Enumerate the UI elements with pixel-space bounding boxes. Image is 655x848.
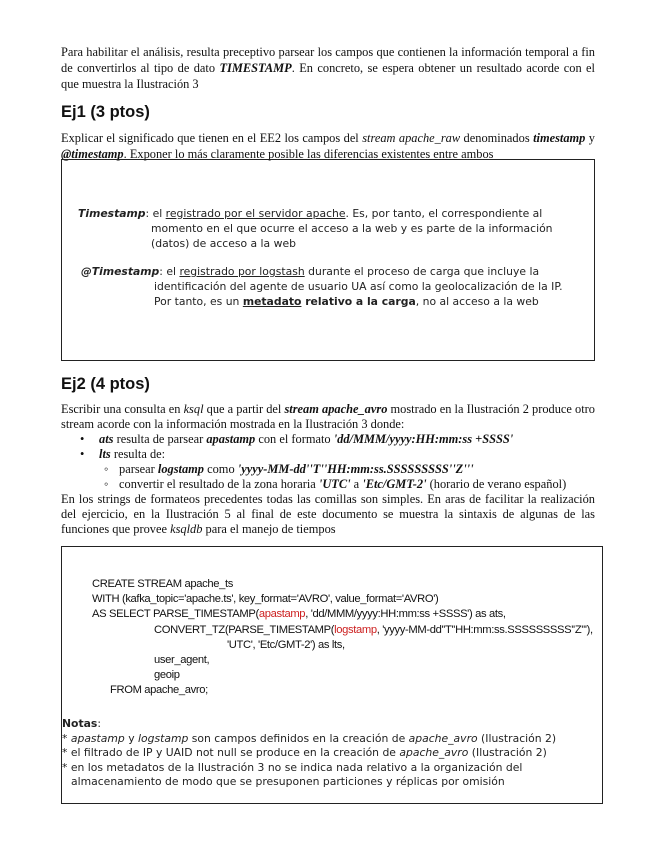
notes-block	[62, 717, 598, 790]
field-apastamp: apastamp	[206, 432, 256, 446]
answer-line	[81, 264, 593, 279]
ej2-q-text: Escribir una consulta en	[61, 402, 184, 416]
code-text: , 'yyyy-MM-dd''T''HH:mm:ss.SSSSSSSSS''Z'''),	[376, 624, 593, 636]
note-text: * el filtrado de IP y UAID not null se produce en la creación de	[62, 746, 400, 760]
list-text: (horario de verano español)	[426, 477, 567, 491]
note-text: (Ilustración 2)	[477, 731, 557, 745]
timezone-gmt2: 'Etc/GMT-2'	[362, 477, 427, 491]
note-item	[62, 732, 598, 747]
code-text: CONVERT_TZ(PARSE_TIMESTAMP(	[154, 624, 335, 636]
note-item	[62, 761, 598, 776]
answer-bold: relativo a la carga	[301, 295, 416, 308]
ej1-heading: Ej1 (3 ptos)	[61, 103, 150, 121]
answer-line	[81, 294, 593, 309]
code-line: WITH (kafka_topic='apache.ts', key_format='AVRO', value_format='AVRO')	[92, 593, 439, 605]
code-line: user_agent,	[154, 654, 210, 666]
list-item	[119, 462, 595, 477]
note-text: * en los metadatos de la Ilustración 3 no se indica nada relativo a la organización del	[62, 760, 523, 774]
list-text: con el formato	[255, 432, 334, 446]
answer-text: . Es, por tanto, el correspondiente al	[345, 207, 543, 220]
ej1-q-field-at-timestamp: @timestamp	[61, 147, 124, 161]
answer-metadato: metadato	[242, 295, 302, 308]
intro-text-end: . En concreto, se espera obtener un resultado acorde con el que muestra la Ilustración 3	[61, 61, 595, 91]
ej2-sub-list	[99, 462, 595, 492]
ej2-heading: Ej2 (4 ptos)	[61, 375, 150, 393]
code-line: geoip	[154, 669, 180, 681]
answer-line	[78, 206, 590, 221]
ej2-section	[61, 374, 595, 537]
answer-line: identificación del agente de usuario UA así como la geolocalización de la IP.	[154, 280, 563, 293]
ej2-question	[61, 402, 595, 432]
field-ats: ats	[99, 432, 114, 446]
code-line: 'UTC', 'Etc/GMT-2') as lts,	[227, 639, 345, 651]
code-highlight-logstamp: logstamp	[334, 624, 377, 636]
answer-at-timestamp	[81, 264, 593, 309]
ej2-q-ksql: ksql	[183, 402, 204, 416]
answer-line: momento en el que ocurre el acceso a la web y es parte de la información	[151, 222, 553, 235]
code-line	[92, 607, 506, 622]
answer-text: : el	[145, 207, 166, 220]
ej1-q-text: Explicar el significado que tienen en el EE2 los campos del	[61, 131, 363, 145]
list-text: resulta de:	[110, 447, 166, 461]
note-item-continued: almacenamiento de modo que se presuponen particiones y réplicas por omisión	[71, 775, 505, 789]
intro-text: Para habilitar el análisis, resulta preceptivo parsear los campos que contienen la información temporal a fin de convertirlos al tipo de dato	[61, 45, 595, 75]
notes-title-text: Notas	[62, 717, 98, 730]
ej2-p-ksqldb: ksqldb	[170, 522, 203, 536]
answer-label: @Timestamp	[81, 265, 160, 278]
list-text: resulta de parsear	[113, 432, 207, 446]
answer-underlined: registrado por el servidor apache	[165, 207, 346, 220]
note-italic: apastamp	[70, 731, 125, 745]
timezone-utc: 'UTC'	[318, 477, 351, 491]
answer-text: durante el proceso de carga que incluye la	[304, 265, 540, 278]
notes-title	[62, 717, 598, 732]
timestamp-type: TIMESTAMP	[219, 61, 292, 75]
list-item	[119, 477, 595, 492]
note-text: son campos definidos en la creación de	[188, 731, 409, 745]
list-text: convertir el resultado de la zona horaria	[119, 477, 319, 491]
answer-underlined: registrado por logstash	[179, 265, 305, 278]
list-item	[99, 447, 595, 492]
code-line	[154, 623, 593, 638]
note-italic: apache_avro	[408, 731, 478, 745]
ej2-q-text: mostrado en la Ilustración 2 produce otro stream acorde con la información mostrada en la Ilustración 3 donde:	[61, 402, 595, 431]
answer-timestamp	[78, 206, 590, 251]
ej2-bullet-list	[61, 432, 595, 492]
list-item	[99, 432, 595, 447]
note-italic: apache_avro	[399, 746, 469, 760]
note-text: *	[62, 731, 71, 745]
note-italic: logstamp	[138, 731, 189, 745]
code-text: , 'dd/MMM/yyyy:HH:mm:ss +SSSS') as ats,	[305, 608, 506, 620]
ej1-q-text: . Exponer lo más claramente posible las diferencias existentes entre ambos	[123, 147, 494, 161]
ej2-answer-box	[61, 546, 603, 804]
intro-paragraph	[61, 44, 595, 92]
note-text: (Ilustración 2)	[468, 746, 547, 760]
answer-label: Timestamp	[78, 207, 146, 220]
answer-text: : el	[159, 265, 180, 278]
ej1-question	[61, 130, 595, 162]
code-highlight-apastamp: apastamp	[258, 608, 306, 620]
answer-text: , no al acceso a la web	[415, 295, 539, 308]
field-logstamp: logstamp	[157, 462, 205, 476]
ej1-q-text: y	[585, 131, 596, 145]
ej2-q-text: que a partir del	[203, 402, 285, 416]
code-text: AS SELECT PARSE_TIMESTAMP(	[92, 608, 259, 620]
field-lts: lts	[99, 447, 111, 461]
note-item	[62, 746, 598, 761]
ej1-q-field-timestamp: timestamp	[533, 131, 586, 145]
code-line: FROM apache_avro;	[110, 684, 208, 696]
ej1-q-text: denominados	[460, 131, 534, 145]
ej2-q-stream: stream apache_avro	[284, 402, 388, 416]
answer-line: (datos) de acceso a la web	[151, 237, 296, 250]
ej2-paragraph	[61, 492, 595, 537]
ej2-p-text: para el manejo de tiempos	[202, 522, 336, 536]
page-content	[61, 44, 595, 162]
list-text: parsear	[119, 462, 158, 476]
answer-text: Por tanto, es un	[154, 295, 243, 308]
format-string: 'yyyy-MM-dd''T''HH:mm:ss.SSSSSSSSS''Z'''	[237, 462, 474, 476]
notes-colon: :	[97, 717, 101, 730]
note-text: y	[124, 731, 139, 745]
list-text: como	[204, 462, 238, 476]
format-string: 'dd/MMM/yyyy:HH:mm:ss +SSSS'	[333, 432, 514, 446]
list-text: a	[350, 477, 363, 491]
ej1-answer-box	[61, 159, 595, 361]
ej1-q-stream: stream apache_raw	[362, 131, 461, 145]
ej2-p-text: En los strings de formateos precedentes todas las comillas son simples. En aras de facilitar la realización del ejercicio, en la Ilustración 5 al final de este documento se muestra la sintaxis de algunas de las funciones que provee	[61, 492, 595, 536]
code-line: CREATE STREAM apache_ts	[92, 578, 233, 590]
